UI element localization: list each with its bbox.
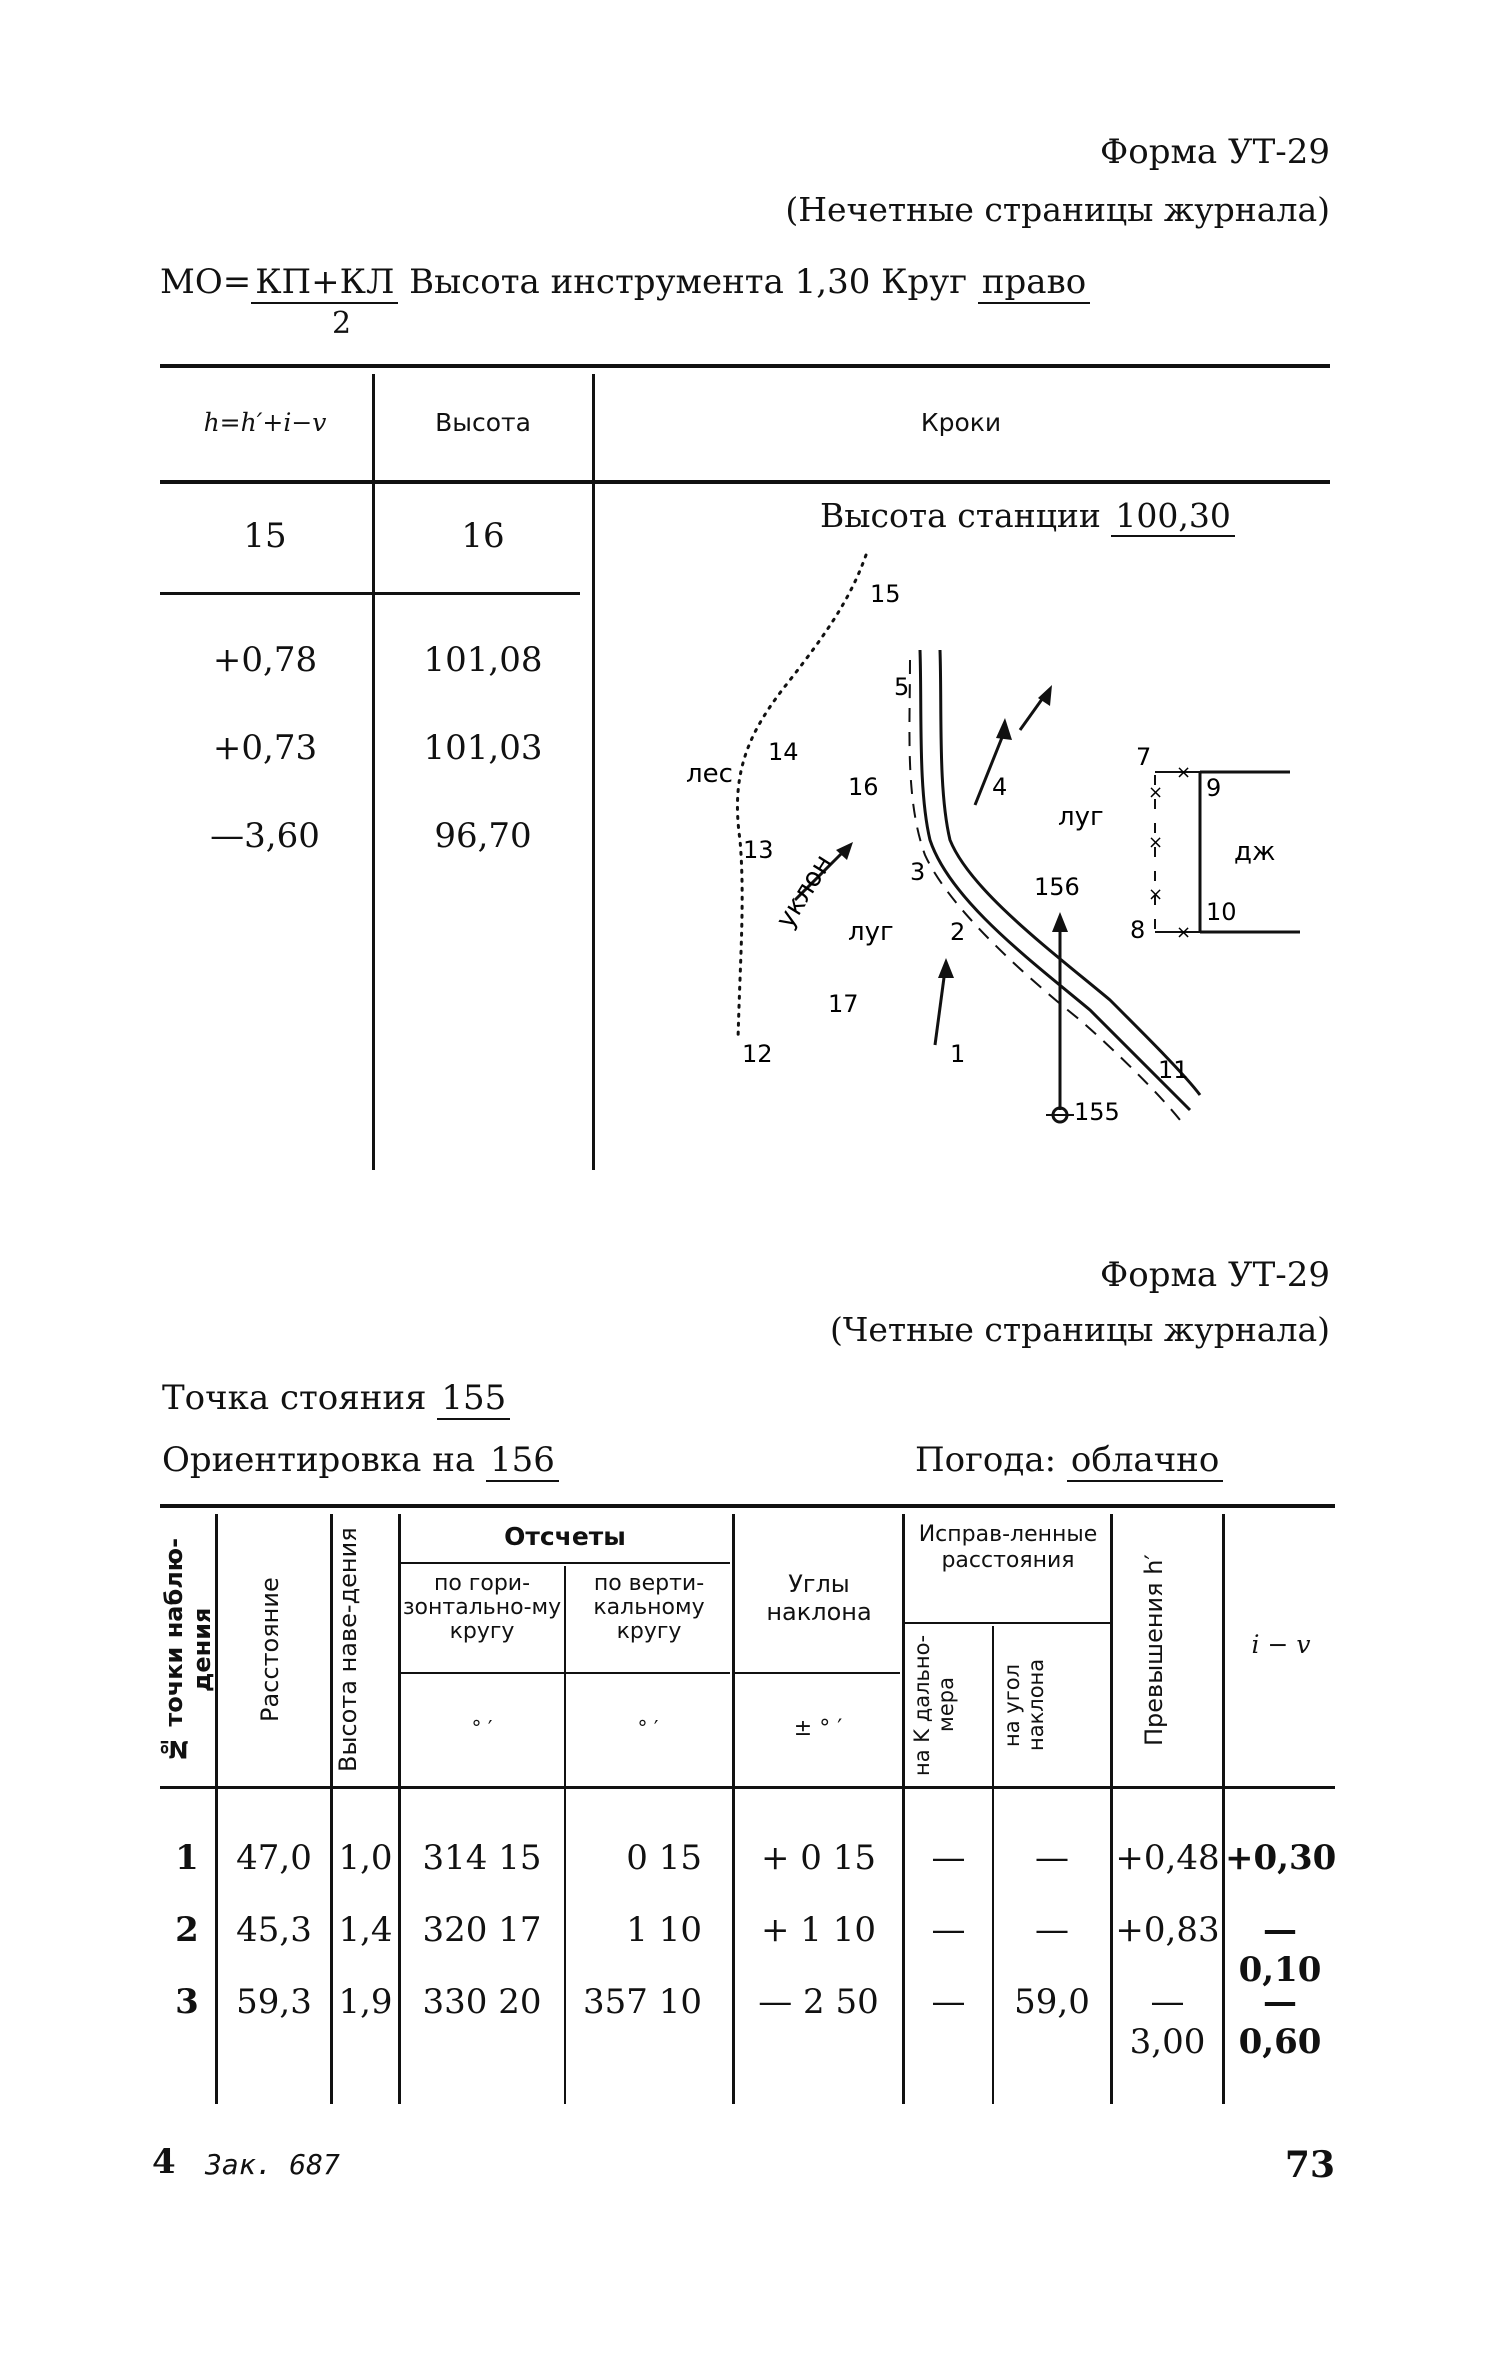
readings-rule [400, 1562, 730, 1564]
h-value-1: +0,78 [212, 640, 318, 680]
station-height [820, 496, 1235, 535]
cell-hor: 320 17 [422, 1910, 542, 1950]
svg-text:×: × [1148, 782, 1164, 803]
cell-n: 1 [175, 1838, 199, 1878]
cell-dist: 59,3 [236, 1982, 312, 2022]
cell-a: 59,0 [1014, 1982, 1090, 2022]
arrow-head-4 [996, 718, 1012, 740]
cell-elev: +0,48 [1115, 1838, 1220, 1878]
angles-rule [735, 1672, 900, 1674]
cell-hgt: 1,9 [338, 1982, 393, 2022]
hdr-readings: Отсчеты [504, 1522, 626, 1551]
point-2: 2 [950, 918, 966, 946]
col-divider-1 [372, 374, 375, 1170]
height-value-1: 101,08 [423, 640, 543, 680]
point-10: 10 [1206, 898, 1237, 926]
formula-mo: МО= [160, 262, 252, 302]
label-slope: уклон [770, 849, 839, 934]
cell-hor: 314 15 [422, 1838, 542, 1878]
hdr-sight-height: Высота наве-дения [334, 1527, 362, 1773]
cell-k: — [931, 1982, 966, 2022]
label-meadow-1: луг [848, 917, 894, 947]
orient-value: 156 [486, 1440, 559, 1482]
col-num-h: 15 [243, 516, 287, 556]
hdr-distance: Расстояние [256, 1577, 284, 1723]
circle-value: право [978, 262, 1090, 304]
svg-text:×: × [1176, 762, 1192, 783]
arrow-1 [935, 970, 945, 1045]
cell-dist: 47,0 [236, 1838, 312, 1878]
hdr-corrected: Исправ-ленные расстояния [918, 1522, 1098, 1573]
cell-ver-text: 0 15 [626, 1838, 702, 1878]
footer-order: Зак. 687 [205, 2148, 340, 2181]
station-label: Точка стояния [162, 1378, 427, 1418]
point-7: 7 [1136, 743, 1152, 771]
footer-sheet-no: 4 [152, 2142, 176, 2182]
subtitle-bottom: (Четные страницы журнала) [829, 1310, 1330, 1349]
point-9: 9 [1206, 774, 1222, 802]
hdr-vertical: по верти-кальному кругу [593, 1571, 705, 1644]
label-meadow-2: луг [1058, 802, 1104, 832]
cell-ver [566, 1982, 732, 2022]
col-num-height: 16 [461, 516, 505, 556]
hdr-pm-deg-min: ± ° ′ [793, 1716, 843, 1741]
cell-iv: —0,10 [1238, 1910, 1322, 1990]
hdr-horizontal: по гори-зонтально-му кругу [402, 1571, 562, 1644]
point-156: 156 [1034, 873, 1080, 901]
cell-hgt: 1,0 [338, 1838, 393, 1878]
orient-label: Ориентировка на [162, 1440, 476, 1480]
hdr-by-angle: на угол наклона [1000, 1658, 1048, 1752]
cell-k: — [931, 1838, 966, 1878]
hdr-elevation: Превышения h′ [1140, 1554, 1168, 1746]
cell-elev: +0,83 [1115, 1910, 1220, 1950]
height-value-2: 101,03 [423, 728, 543, 768]
point-11: 11 [1158, 1056, 1189, 1084]
point-15: 15 [870, 580, 901, 608]
weather-value: облачно [1067, 1440, 1223, 1482]
hdr-deg-min-h: ° ′ [471, 1716, 493, 1740]
hdr-angles: Углы наклона [766, 1570, 872, 1626]
cell-hor: 330 20 [422, 1982, 542, 2022]
form-title-top: Форма УТ-29 [1100, 132, 1330, 172]
point-14: 14 [768, 738, 799, 766]
point-155: 155 [1074, 1098, 1120, 1126]
weather-line [915, 1440, 1223, 1480]
cell-ver [566, 1838, 732, 1878]
cell-a: — [1035, 1910, 1069, 1950]
kroki-sketch [600, 540, 1330, 1150]
point-17: 17 [828, 990, 859, 1018]
cell-n: 2 [175, 1910, 199, 1950]
col-h-header: h=h′+i−v [203, 408, 327, 437]
forest-boundary [737, 555, 866, 1040]
cell-ang: + 1 10 [761, 1910, 876, 1950]
station-height-label: Высота станции [820, 496, 1101, 535]
label-forest: лес [686, 759, 733, 789]
weather-label: Погода: [915, 1440, 1057, 1480]
station-value: 155 [437, 1378, 510, 1420]
h-value-3: —3,60 [210, 816, 320, 856]
point-1: 1 [950, 1040, 966, 1068]
top-table-rule [160, 364, 1330, 368]
hdr-point-no: № точки наблю-дения [160, 1537, 216, 1763]
num-rule [160, 592, 580, 595]
cell-elev: —3,00 [1129, 1982, 1206, 2062]
cell-hgt: 1,4 [338, 1910, 393, 1950]
cell-k: — [931, 1910, 966, 1950]
hdr-iv: i − v [1251, 1630, 1311, 1659]
cell-iv: —0,60 [1238, 1982, 1322, 2062]
cell-ver-text: 357 10 [583, 1982, 702, 2022]
bottom-header-rule [160, 1786, 1335, 1789]
subtitle-top: (Нечетные страницы журнала) [785, 190, 1330, 229]
cell-n: 3 [175, 1982, 199, 2022]
instrument-text: Высота инструмента 1,30 Круг [409, 262, 968, 302]
formula-numerator: КП+КЛ [251, 262, 398, 304]
bottom-table-rule [160, 1504, 1335, 1508]
form-title-bottom: Форма УТ-29 [1100, 1255, 1330, 1295]
hdr-deg-min-v: ° ′ [637, 1716, 659, 1740]
station-height-value: 100,30 [1111, 496, 1234, 537]
arrow-head-1 [938, 958, 954, 978]
point-3: 3 [910, 858, 926, 886]
h-value-2: +0,73 [212, 728, 318, 768]
col-height-header: Высота [435, 408, 531, 437]
label-dzh: дж [1234, 837, 1276, 867]
arrow-head-156 [1052, 912, 1068, 932]
point-4: 4 [992, 773, 1008, 801]
height-value-3: 96,70 [434, 816, 532, 856]
point-16: 16 [848, 773, 879, 801]
col-divider-2 [592, 374, 595, 1170]
cell-a: — [1035, 1838, 1069, 1878]
arrow-upper [1020, 695, 1045, 730]
corrected-rule [905, 1622, 1110, 1624]
cell-ver-text: 1 10 [626, 1910, 702, 1950]
point-13: 13 [743, 836, 774, 864]
formula-line [160, 262, 1090, 302]
svg-text:×: × [1148, 884, 1164, 905]
cell-ang: + 0 15 [761, 1838, 876, 1878]
station-line [162, 1378, 510, 1418]
cell-dist: 45,3 [236, 1910, 312, 1950]
page-number: 73 [1284, 2144, 1335, 2186]
point-12: 12 [742, 1040, 773, 1068]
cell-iv: +0,30 [1225, 1838, 1337, 1878]
col-kroki-header: Кроки [920, 408, 1002, 437]
point-5: 5 [894, 673, 910, 701]
formula-denominator: 2 [332, 306, 352, 341]
b-col-div-4 [564, 1566, 566, 2104]
header-rule [160, 480, 1330, 484]
svg-text:×: × [1176, 922, 1192, 943]
point-8: 8 [1130, 916, 1146, 944]
cell-ang: — 2 50 [758, 1982, 879, 2022]
hdr-by-k: на K дально-мера [910, 1634, 958, 1776]
svg-text:×: × [1148, 832, 1164, 853]
orientation-line [162, 1440, 559, 1480]
cell-ver [566, 1910, 732, 1950]
